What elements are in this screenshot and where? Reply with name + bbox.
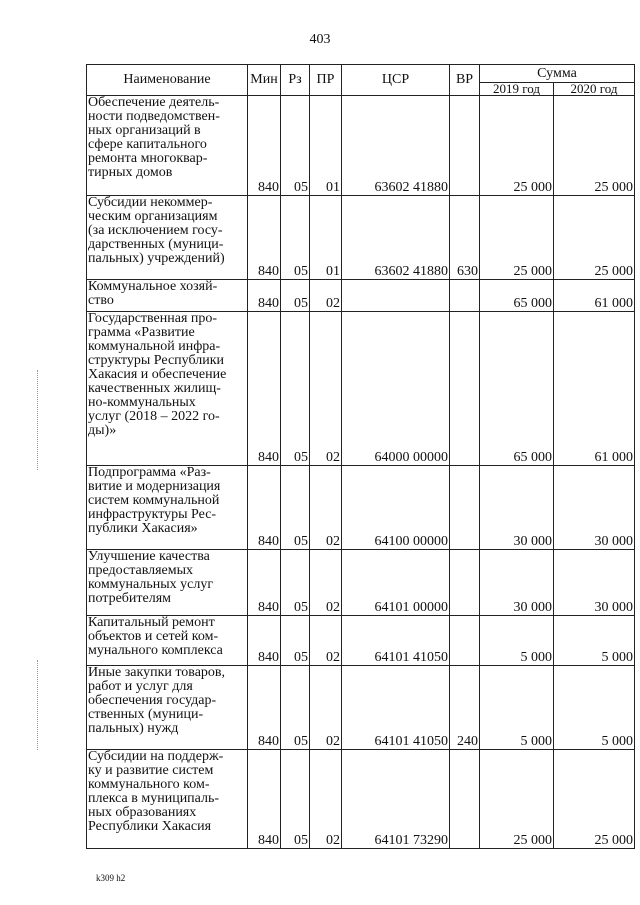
row-pr: 01 xyxy=(310,96,342,196)
row-rz: 05 xyxy=(281,96,310,196)
row-label-text: Субсидии некоммер- ческим организациям (за исключением госу- дарственных (муници- пальных) учреждений) xyxy=(88,195,225,266)
table-row xyxy=(87,312,635,466)
row-name xyxy=(87,312,248,466)
row-sum-2020: 30 000 xyxy=(554,466,635,550)
page-number: 403 xyxy=(309,32,331,47)
row-sum-2019: 65 000 xyxy=(480,280,554,312)
row-pr: 02 xyxy=(310,750,342,849)
row-label-text: Обеспечение деятель- ности подведомствен- ных организаций в сфере капитального ремонта многоквар- тирных домов xyxy=(88,95,220,180)
row-label-text: Капитальный ремонт объектов и сетей ком- мунального комплекса xyxy=(88,615,223,658)
row-csr: 64100 00000 xyxy=(342,466,450,550)
row-vr xyxy=(450,280,480,312)
table-body xyxy=(87,96,635,849)
row-sum-2020: 25 000 xyxy=(554,196,635,280)
table-row xyxy=(87,280,635,312)
row-label-text: Коммунальное хозяй- ство xyxy=(88,279,218,308)
row-sum-2019: 25 000 xyxy=(480,96,554,196)
row-sum-2020: 61 000 xyxy=(554,280,635,312)
row-min: 840 xyxy=(248,750,281,849)
row-csr: 64101 73290 xyxy=(342,750,450,849)
row-csr: 63602 41880 xyxy=(342,96,450,196)
table-row xyxy=(87,550,635,616)
row-sum-2019: 5 000 xyxy=(480,666,554,750)
row-pr: 02 xyxy=(310,616,342,666)
row-label-text: Субсидии на поддерж- ку и развитие систем коммунального ком- плекса в муниципаль- ных образованиях Республики Хакасия xyxy=(88,749,224,834)
row-min: 840 xyxy=(248,96,281,196)
row-vr xyxy=(450,550,480,616)
header-rz: Рз xyxy=(281,65,310,96)
row-rz: 05 xyxy=(281,280,310,312)
row-label-text: Иные закупки товаров, работ и услуг для обеспечения государ- ственных (муници- пальных) нужд xyxy=(88,665,226,736)
row-min: 840 xyxy=(248,550,281,616)
table-row xyxy=(87,196,635,280)
row-rz: 05 xyxy=(281,550,310,616)
row-min: 840 xyxy=(248,196,281,280)
margin-mark-upper xyxy=(37,370,39,470)
header-pr: ПР xyxy=(310,65,342,96)
row-pr: 02 xyxy=(310,280,342,312)
row-name xyxy=(87,666,248,750)
row-sum-2020: 25 000 xyxy=(554,96,635,196)
table-row xyxy=(87,666,635,750)
row-sum-2020: 30 000 xyxy=(554,550,635,616)
row-min: 840 xyxy=(248,466,281,550)
header-csr: ЦСР xyxy=(342,65,450,96)
row-pr: 02 xyxy=(310,550,342,616)
row-pr: 02 xyxy=(310,312,342,466)
budget-table xyxy=(86,64,635,849)
row-vr xyxy=(450,750,480,849)
row-vr xyxy=(450,616,480,666)
table-row xyxy=(87,96,635,196)
row-rz: 05 xyxy=(281,196,310,280)
row-csr: 64101 41050 xyxy=(342,616,450,666)
row-sum-2019: 5 000 xyxy=(480,616,554,666)
table-row xyxy=(87,750,635,849)
row-label-text: Подпрограмма «Раз- витие и модернизация систем коммунальной инфраструктуры Рес- публики Хакасия» xyxy=(88,465,221,536)
row-sum-2019: 25 000 xyxy=(480,196,554,280)
table-row xyxy=(87,616,635,666)
margin-mark-lower xyxy=(37,660,39,750)
row-csr: 64101 41050 xyxy=(342,666,450,750)
row-sum-2020: 5 000 xyxy=(554,666,635,750)
header-min: Мин xyxy=(248,65,281,96)
row-sum-2019: 30 000 xyxy=(480,550,554,616)
row-csr xyxy=(342,280,450,312)
row-pr: 01 xyxy=(310,196,342,280)
row-vr: 240 xyxy=(450,666,480,750)
row-rz: 05 xyxy=(281,466,310,550)
footer-code: k309 h2 xyxy=(96,873,126,883)
row-name xyxy=(87,196,248,280)
row-name xyxy=(87,750,248,849)
row-name xyxy=(87,96,248,196)
row-sum-2019: 30 000 xyxy=(480,466,554,550)
header-vr: ВР xyxy=(450,65,480,96)
row-sum-2020: 5 000 xyxy=(554,616,635,666)
row-sum-2019: 25 000 xyxy=(480,750,554,849)
row-label-text: Улучшение качества предоставляемых коммунальных услуг потребителям xyxy=(88,549,214,606)
row-rz: 05 xyxy=(281,750,310,849)
row-name xyxy=(87,550,248,616)
header-year-2020: 2020 год xyxy=(554,83,635,96)
row-min: 840 xyxy=(248,280,281,312)
row-csr: 63602 41880 xyxy=(342,196,450,280)
row-rz: 05 xyxy=(281,312,310,466)
row-vr xyxy=(450,466,480,550)
row-min: 840 xyxy=(248,616,281,666)
row-csr: 64101 00000 xyxy=(342,550,450,616)
row-vr xyxy=(450,312,480,466)
row-sum-2019: 65 000 xyxy=(480,312,554,466)
header-year-2019: 2019 год xyxy=(480,83,554,96)
row-min: 840 xyxy=(248,666,281,750)
header-sum: Сумма xyxy=(480,65,635,83)
row-sum-2020: 61 000 xyxy=(554,312,635,466)
row-sum-2020: 25 000 xyxy=(554,750,635,849)
row-rz: 05 xyxy=(281,616,310,666)
row-pr: 02 xyxy=(310,466,342,550)
row-vr: 630 xyxy=(450,196,480,280)
header-name: Наименование xyxy=(87,65,248,96)
row-rz: 05 xyxy=(281,666,310,750)
row-name xyxy=(87,616,248,666)
table-row xyxy=(87,466,635,550)
row-csr: 64000 00000 xyxy=(342,312,450,466)
row-name xyxy=(87,280,248,312)
row-pr: 02 xyxy=(310,666,342,750)
row-name xyxy=(87,466,248,550)
row-label-text: Государственная про- грамма «Развитие коммунальной инфра- структуры Республики Хакасия и обеспечение качественных жилищ- но-коммунальных услуг (2018 – 2022 го- ды)» xyxy=(88,311,227,438)
row-vr xyxy=(450,96,480,196)
row-min: 840 xyxy=(248,312,281,466)
